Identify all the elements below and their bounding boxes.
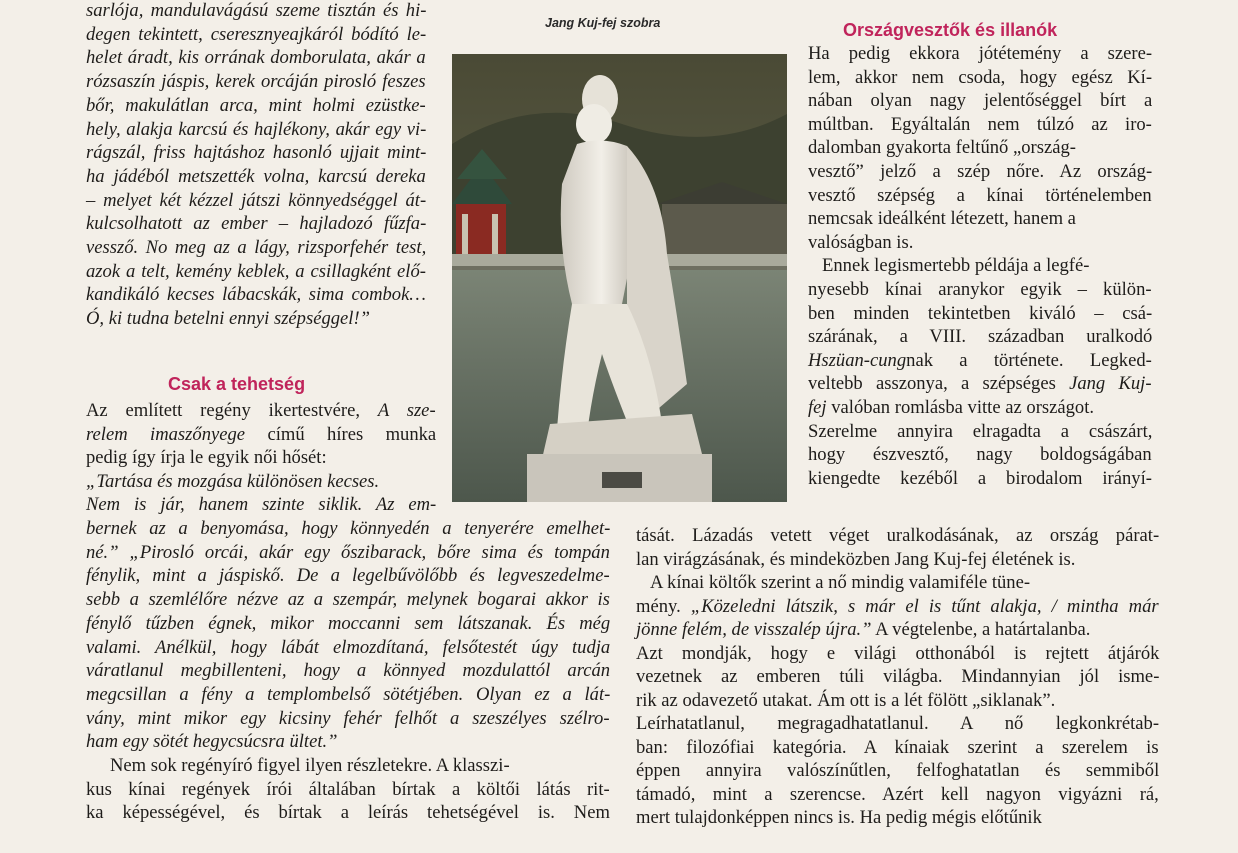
text-line: fénylő tűzben égnek, mikor moccanni sem látszanak. És még <box>86 612 611 634</box>
text-line: Hszüan-cungnak a története. Legked- <box>808 349 1152 371</box>
text-line: sarlója, mandulavágású szeme tisztán és hi- <box>86 0 427 21</box>
text-line: né.” „Pirosló orcái, akár egy őszibarack, bőre sima és tompán <box>86 541 610 563</box>
text-line: fej valóban romlásba vitte az országot. <box>808 397 1095 418</box>
text-line: Az említett regény ikertestvére, A sze- <box>86 400 436 421</box>
text-line: relem imaszőnyege című híres munka <box>86 423 437 445</box>
text-line: Leírhatatlanul, megragadhatatlanul. A nő legkonkrétab- <box>636 713 1160 734</box>
text-line: Nem sok regényíró figyel ilyen részletekre. A klasszi- <box>110 755 510 776</box>
text-line: valóságban is. <box>808 231 914 253</box>
text-line: vesztő” jelző a szép nőre. Az ország- <box>808 161 1153 182</box>
text-line: váratlanul megbillenteni, hogy a könnyed mozdulattól arcán <box>86 660 611 682</box>
text-line: ka képességével, és bírtak a leírás tehetségével is. Nem <box>86 802 610 824</box>
text-line: bőr, makulátlan arca, mint holmi ezüstke- <box>86 94 426 116</box>
text-line: rágszál, friss hajtáshoz hasonló ujjait mint- <box>86 142 427 164</box>
text-line: veltebb asszonya, a szépséges Jang Kuj- <box>808 373 1152 395</box>
text-line: ha jádéból metszették volna, karcsú dereka <box>86 165 426 187</box>
text-line: lem, akkor nem csoda, hogy egész Kí- <box>808 66 1153 88</box>
text-line: ban: filozófiai kategória. A kínaiak szerint a szerelem is <box>636 736 1159 758</box>
text-line: vessző. No meg az a lágy, rizsporfehér test, <box>86 237 427 258</box>
text-line: kandikáló kecses lábacskák, sima combok… <box>86 284 426 306</box>
text-line: ben minden tekintetben kiváló – csá- <box>808 302 1153 324</box>
text-line: dalomban gyakorta feltűnő „ország- <box>808 137 1076 159</box>
text-line: tását. Lázadás vetett véget uralkodásának, az ország párat- <box>636 525 1160 546</box>
text-line: nemcsak ideálként létezett, hanem a <box>808 208 1076 230</box>
text-line: A kínai költők szerint a nő mindig valamiféle tüne- <box>650 572 1031 593</box>
heading-orszagvesztok: Országvesztők és illanók <box>843 20 1058 40</box>
text-line: bernek az a benyomása, hogy könnyedén a tenyerére emelhet- <box>86 518 611 539</box>
statue-photo <box>452 54 787 502</box>
text-line: sebb a szemlélőre nézve az a szempár, melynek bogarai akkor is <box>86 589 610 611</box>
text-line: ham egy sötét hegycsúcsra ültet.” <box>86 731 338 753</box>
heading-csak-a-tehetseg: Csak a tehetség <box>168 374 306 394</box>
text-line: Ha pedig ekkora jótétemény a szere- <box>808 43 1153 64</box>
text-line: Ennek legismertebb példája a legfé- <box>822 255 1090 277</box>
photo-caption: Jang Kuj-fej szobra <box>545 16 661 30</box>
text-line: pedig így írja le egyik női hősét: <box>86 447 327 469</box>
text-line: fénylik, mint a jáspiskő. De a legelbűvölőbb és legveszedelme- <box>86 565 610 587</box>
text-line: éppen annyira valószínűtlen, felfoghatatlan és semmiből <box>636 760 1160 781</box>
text-line: Szerelme annyira elragadta a császárt, <box>808 420 1153 442</box>
text-line: degen tekintett, cseresznyeajkáról bódító le- <box>86 23 427 45</box>
text-line: jönne felém, de visszalép újra.” A végtelenbe, a határtalanba. <box>636 619 1091 640</box>
text-line: rózsaszín jáspis, kerek orcáján pirosló feszes <box>86 71 426 93</box>
text-line: lan virágzásának, és mindeközben Jang Kuj-fej életének is. <box>636 548 1076 570</box>
text-line: vezetnek az emberen túli világba. Mindannyian jól isme- <box>636 666 1160 687</box>
text-line: hogy észvesztő, nagy boldogságában <box>808 444 1152 466</box>
text-line: megcsillan a fény a templombelső sötétjében. Olyan ez a lát- <box>86 683 611 705</box>
text-line: rik az odavezető utakat. Ám ott is a lét fölött „siklanak”. <box>636 689 1056 711</box>
text-line: vány, mint mikor egy kicsiny fehér felhőt a szeszélyes szélro- <box>86 707 610 729</box>
text-line: nyesebb kínai aranykor egyik – külön- <box>808 279 1152 300</box>
text-line: mert tulajdonképpen nincs is. Ha pedig mégis előtűnik <box>636 807 1042 828</box>
text-line: azok a telt, kemény keblek, a csillagként elő- <box>86 260 426 282</box>
text-line: Azt mondják, hogy e világi otthonából is rejtett átjárók <box>636 642 1160 664</box>
text-line: kus kínai regények írói általában bírtak a költői látás rit- <box>86 778 610 800</box>
text-line: támadó, mint a szerencse. Azért kell nagyon vigyázni rá, <box>636 783 1159 805</box>
text-line: kulcsolhatott az ember – hajladozó fűzfa- <box>86 213 427 235</box>
text-line: Nem is jár, hanem szinte siklik. Az em- <box>86 494 437 516</box>
text-line: kiengedte kezéből a birodalom irányí- <box>808 467 1152 489</box>
text-line: vesztő szépség a kínai történelemben <box>808 184 1152 206</box>
text-line: nában olyan nagy jelentőséggel bírt a <box>808 90 1153 112</box>
text-line: hely, alakja karcsú és hajlékony, akár egy vi- <box>86 118 427 140</box>
text-line: szárának, a VIII. században uralkodó <box>808 326 1153 348</box>
text-line: „Tartása és mozgása különösen kecses. <box>86 470 380 492</box>
text-line: – melyet két kézzel játszi könnyedséggel át- <box>86 189 427 211</box>
text-line: múltban. Egyáltalán nem túlzó az iro- <box>808 113 1152 135</box>
statue-image <box>452 54 787 502</box>
text-line: helet áradt, kis orrának domborulata, akár a <box>86 47 426 69</box>
text-line: Ó, ki tudna betelni ennyi szépséggel!” <box>86 308 371 330</box>
text-line: valami. Anélkül, hogy lábát elmozdítaná, felsőtestét úgy tudja <box>86 636 611 658</box>
text-line: mény. „Közeledni látszik, s már el is tűnt alakja, / mintha már <box>636 595 1159 617</box>
